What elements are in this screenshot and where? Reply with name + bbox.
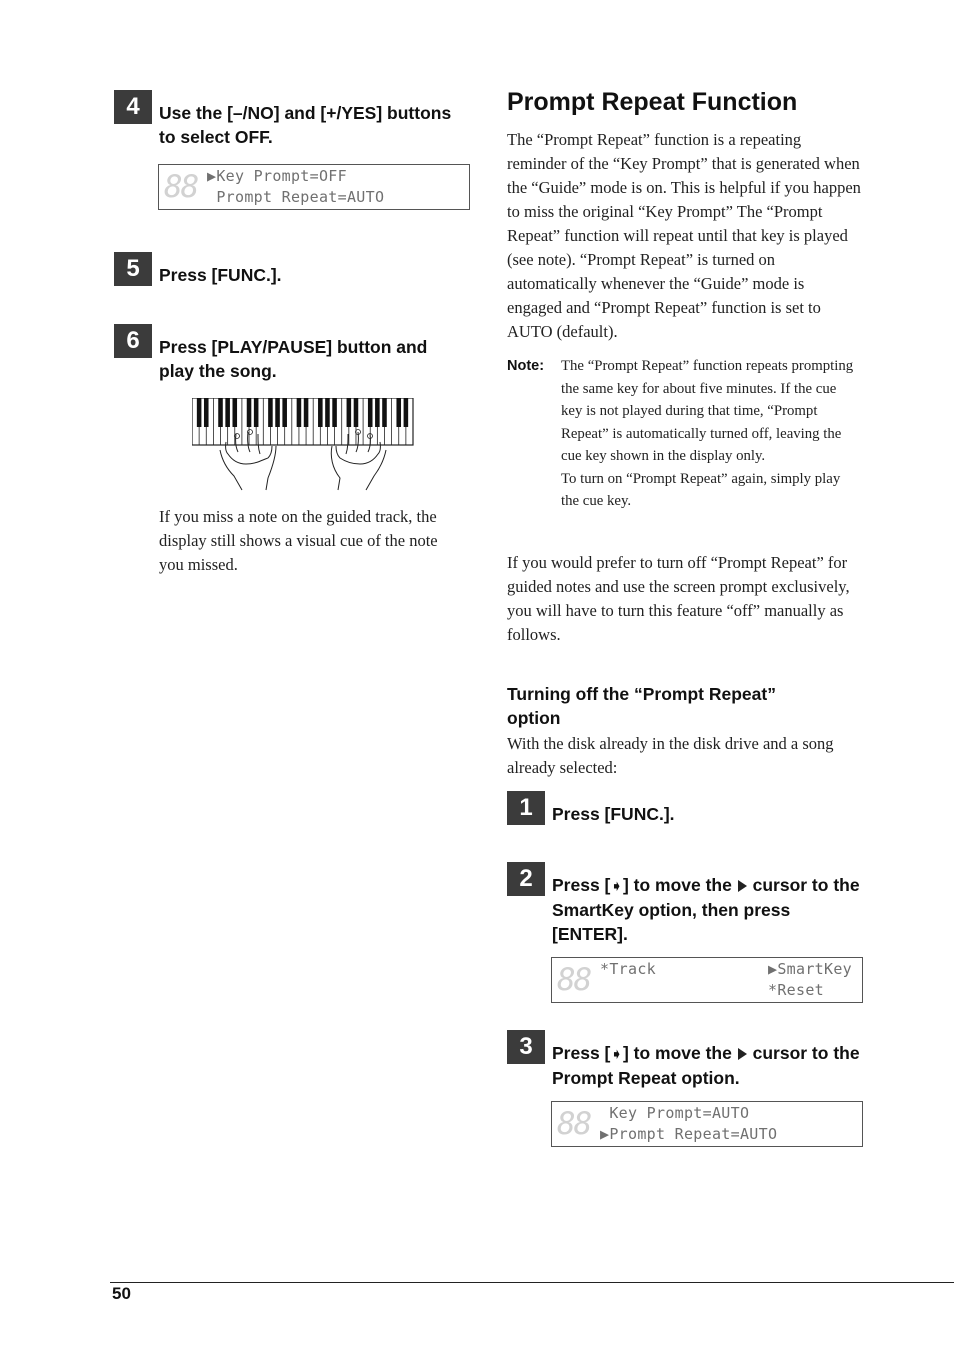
lcd-reset-item: *Reset (768, 981, 824, 999)
right-arrow-icon: ➧ (610, 1045, 623, 1063)
black-key (247, 398, 252, 427)
black-key (354, 398, 359, 427)
lcd-segment-digits: 88 (557, 962, 591, 998)
lcd-line-1: ▶Key Prompt=OFF (207, 167, 347, 185)
step-2-mid: ] to move the (622, 875, 732, 895)
black-key (225, 398, 230, 427)
black-key (368, 398, 373, 427)
step-5-instruction: Press [FUNC.]. (159, 265, 282, 285)
black-key (375, 398, 380, 427)
black-key (204, 398, 209, 427)
note-label: Note: (507, 358, 545, 374)
black-key (232, 398, 237, 427)
step-6-instruction: Press [PLAY/PAUSE] button and play the song. (159, 337, 428, 381)
black-key (218, 398, 223, 427)
lcd-display-key-prompt-off (158, 164, 470, 210)
step-2-after: cursor to the SmartKey option, then press [ENTER]. (552, 875, 860, 944)
step-2-press: Press [ (552, 875, 611, 895)
note-paragraph-1: The “Prompt Repeat” function repeats prompting the same key for about five minutes. If the cue key is not played during that time, “Prompt Repeat” is automatically turned off, leaving the cue key shown in the display only. (561, 358, 854, 464)
black-key (282, 398, 287, 427)
lcd-smartkey-item: ▶SmartKey (768, 960, 852, 978)
step-3-press: Press [ (552, 1043, 611, 1063)
step-4-instruction: Use the [–/NO] and [+/YES] buttons to select OFF. (159, 103, 452, 147)
step-3-after: cursor to the Prompt Repeat option. (552, 1043, 860, 1088)
step-6-number: 6 (114, 324, 152, 358)
step-1-number: 1 (507, 791, 545, 825)
black-key (297, 398, 302, 427)
black-key (275, 398, 280, 427)
black-key (318, 398, 323, 427)
step-1-instruction: Press [FUNC.]. (552, 804, 675, 824)
cursor-triangle-icon (738, 880, 747, 892)
step-3-instruction (552, 1041, 862, 1090)
step-5-number: 5 (114, 252, 152, 286)
step-3-number: 3 (507, 1030, 545, 1064)
lcd-line-1: Key Prompt=AUTO (600, 1104, 750, 1122)
missed-note-explanation: If you miss a note on the guided track, the display still shows a visual cue of the note you missed. (159, 507, 438, 574)
step-3-mid: ] to move the (622, 1043, 732, 1063)
black-key (325, 398, 330, 427)
black-key (332, 398, 337, 427)
step-2-number: 2 (507, 862, 545, 896)
black-key (304, 398, 309, 427)
lcd-segment-digits: 88 (164, 169, 198, 205)
intro-paragraph: The “Prompt Repeat” function is a repeating reminder of the “Key Prompt” that is generated when the “Guide” mode is on. This is helpful if you happen to miss the original “Key Prompt” The “Prompt Repeat” function will repeat until that key is played (see note). “Prompt Repeat” is turned on automatically whenever the “Guide” mode is engaged and “Prompt Repeat” function is set to AUTO (default). (507, 130, 861, 341)
keyboard-hands-illustration (192, 398, 416, 492)
lcd-line-2: ▶Prompt Repeat=AUTO (600, 1125, 778, 1143)
black-key (396, 398, 401, 427)
lcd-line-1 (600, 960, 852, 978)
black-key (347, 398, 352, 427)
page-number: 50 (112, 1284, 131, 1303)
section-title: Prompt Repeat Function (507, 88, 798, 116)
prefer-paragraph: If you would prefer to turn off “Prompt Repeat” for guided notes and use the screen prompt exclusively, you will have to turn this feature “off” manually as follows. (507, 553, 850, 644)
lcd-display-smartkey (551, 957, 863, 1003)
note-body (561, 355, 861, 513)
cursor-triangle-icon (738, 1048, 747, 1060)
turning-off-intro: With the disk already in the disk drive and a song already selected: (507, 734, 834, 777)
lcd-track-item: *Track (600, 960, 656, 978)
black-key (404, 398, 409, 427)
turning-off-subheading: Turning off the “Prompt Repeat” option (507, 684, 776, 728)
footer-rule (110, 1282, 954, 1283)
lcd-display-prompt-repeat (551, 1101, 863, 1147)
lcd-line-2: Prompt Repeat=AUTO (207, 188, 385, 206)
black-key (197, 398, 202, 427)
step-4-number: 4 (114, 90, 152, 124)
black-key (268, 398, 273, 427)
note-paragraph-2: To turn on “Prompt Repeat” again, simply play the cue key. (561, 470, 841, 509)
step-2-instruction (552, 873, 862, 946)
black-key (382, 398, 387, 427)
right-arrow-icon: ➧ (610, 877, 623, 895)
black-key (254, 398, 259, 427)
lcd-segment-digits: 88 (557, 1106, 591, 1142)
